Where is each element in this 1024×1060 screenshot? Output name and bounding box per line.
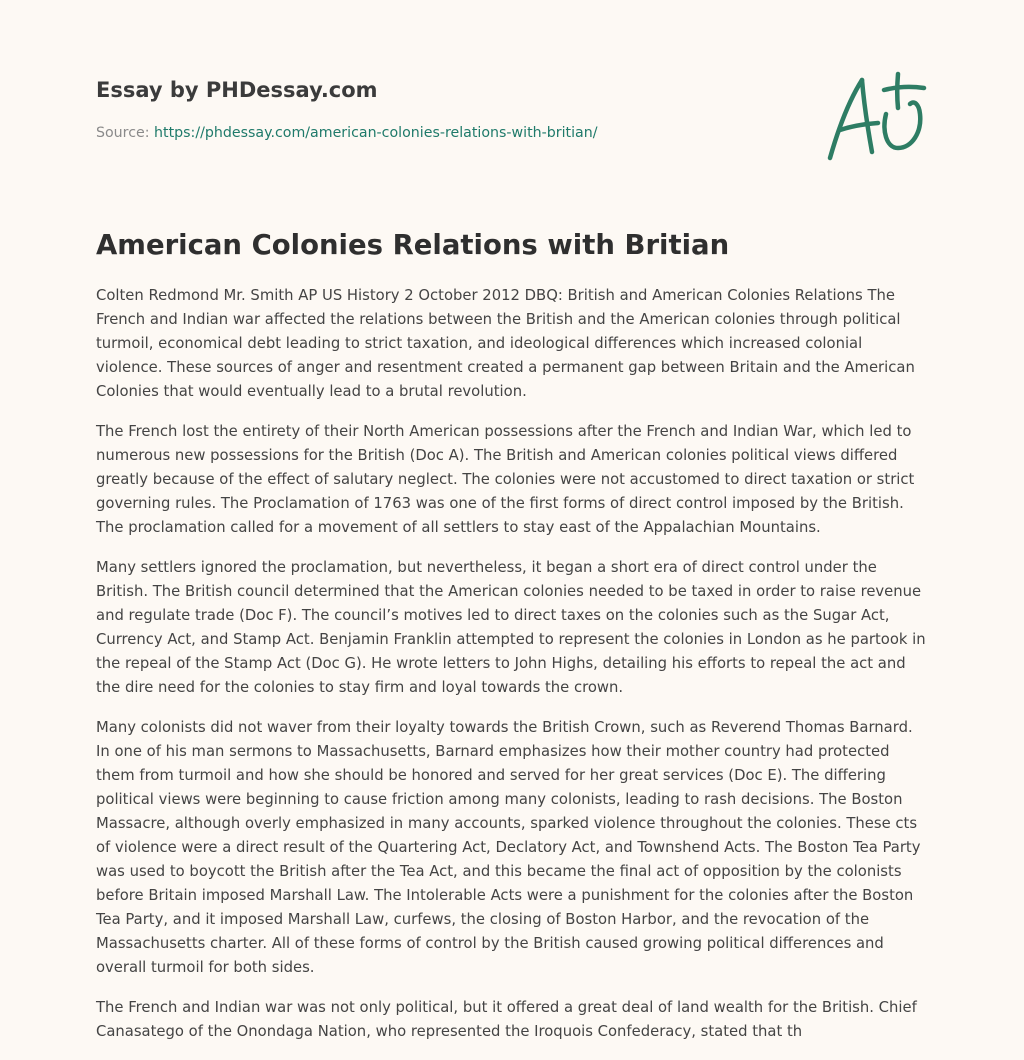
source-line [96,123,598,143]
source-link[interactable]: https://phdessay.com/american-colonies-relations-with-britian/ [154,125,598,141]
site-title: Essay by PHDessay.com [96,78,378,102]
essay-paragraph: Many settlers ignored the proclamation, but nevertheless, it began a short era of direct control under the British. The British council determined that the American colonies needed to be taxed in order to raise revenue and regulate trade (Doc F). The council’s motives led to direct taxes on the colonies such as the Sugar Act, Currency Act, and Stamp Act. Benjamin Franklin attempted to represent the colonies in London as he partook in the repeal of the Stamp Act (Doc G). He wrote letters to John Highs, detailing his efforts to repeal the act and the dire need for the colonies to stay firm and loyal towards the crown. [96,559,926,696]
essay-paragraph: Colten Redmond Mr. Smith AP US History 2 October 2012 DBQ: British and American Colonies Relations The French and Indian war affected the relations between the British and the American colonies through political turmoil, economical debt leading to strict taxation, and ideological differences which increased colonial violence. These sources of anger and resentment created a permanent gap between Britain and the American Colonies that would eventually lead to a brutal revolution. [96,287,915,400]
essay-body [96,284,928,1060]
essay-paragraph: The French lost the entirety of their North American possessions after the French and Indian War, which led to numerous new possessions for the British (Doc A). The British and American colonies political views differed greatly because of the effect of salutary neglect. The colonies were not accustomed to direct taxation or strict governing rules. The Proclamation of 1763 was one of the first forms of direct control imposed by the British. The proclamation called for a movement of all settlers to stay east of the Appalachian Mountains. [96,423,915,536]
a-plus-logo-icon [824,68,928,164]
essay-paragraph: The French and Indian war was not only political, but it offered a great deal of land wealth for the British. Chief Canasatego of the Onondaga Nation, who represented the Iroquois Confederacy, stated that th [96,999,917,1040]
essay-title: American Colonies Relations with Britian [96,229,730,261]
essay-paragraph: Many colonists did not waver from their loyalty towards the British Crown, such as Reverend Thomas Barnard. In one of his man sermons to Massachusetts, Barnard emphasizes how their mother country had protected them from turmoil and how she should be honored and served for her great services (Doc E). The differing political views were beginning to cause friction among many colonists, leading to rash decisions. The Boston Massacre, although overly emphasized in many accounts, sparked violence throughout the colonies. These cts of violence were a direct result of the Quartering Act, Declatory Act, and Townshend Acts. The Boston Tea Party was used to boycott the British after the Tea Act, and this became the final act of opposition by the colonists before Britain imposed Marshall Law. The Intolerable Acts were a punishment for the colonies after the Boston Tea Party, and it imposed Marshall Law, curfews, the closing of Boston Harbor, and the revocation of the Massachusetts charter. All of these forms of control by the British caused growing political differences and overall turmoil for both sides. [96,719,921,976]
source-label: Source: [96,125,155,141]
